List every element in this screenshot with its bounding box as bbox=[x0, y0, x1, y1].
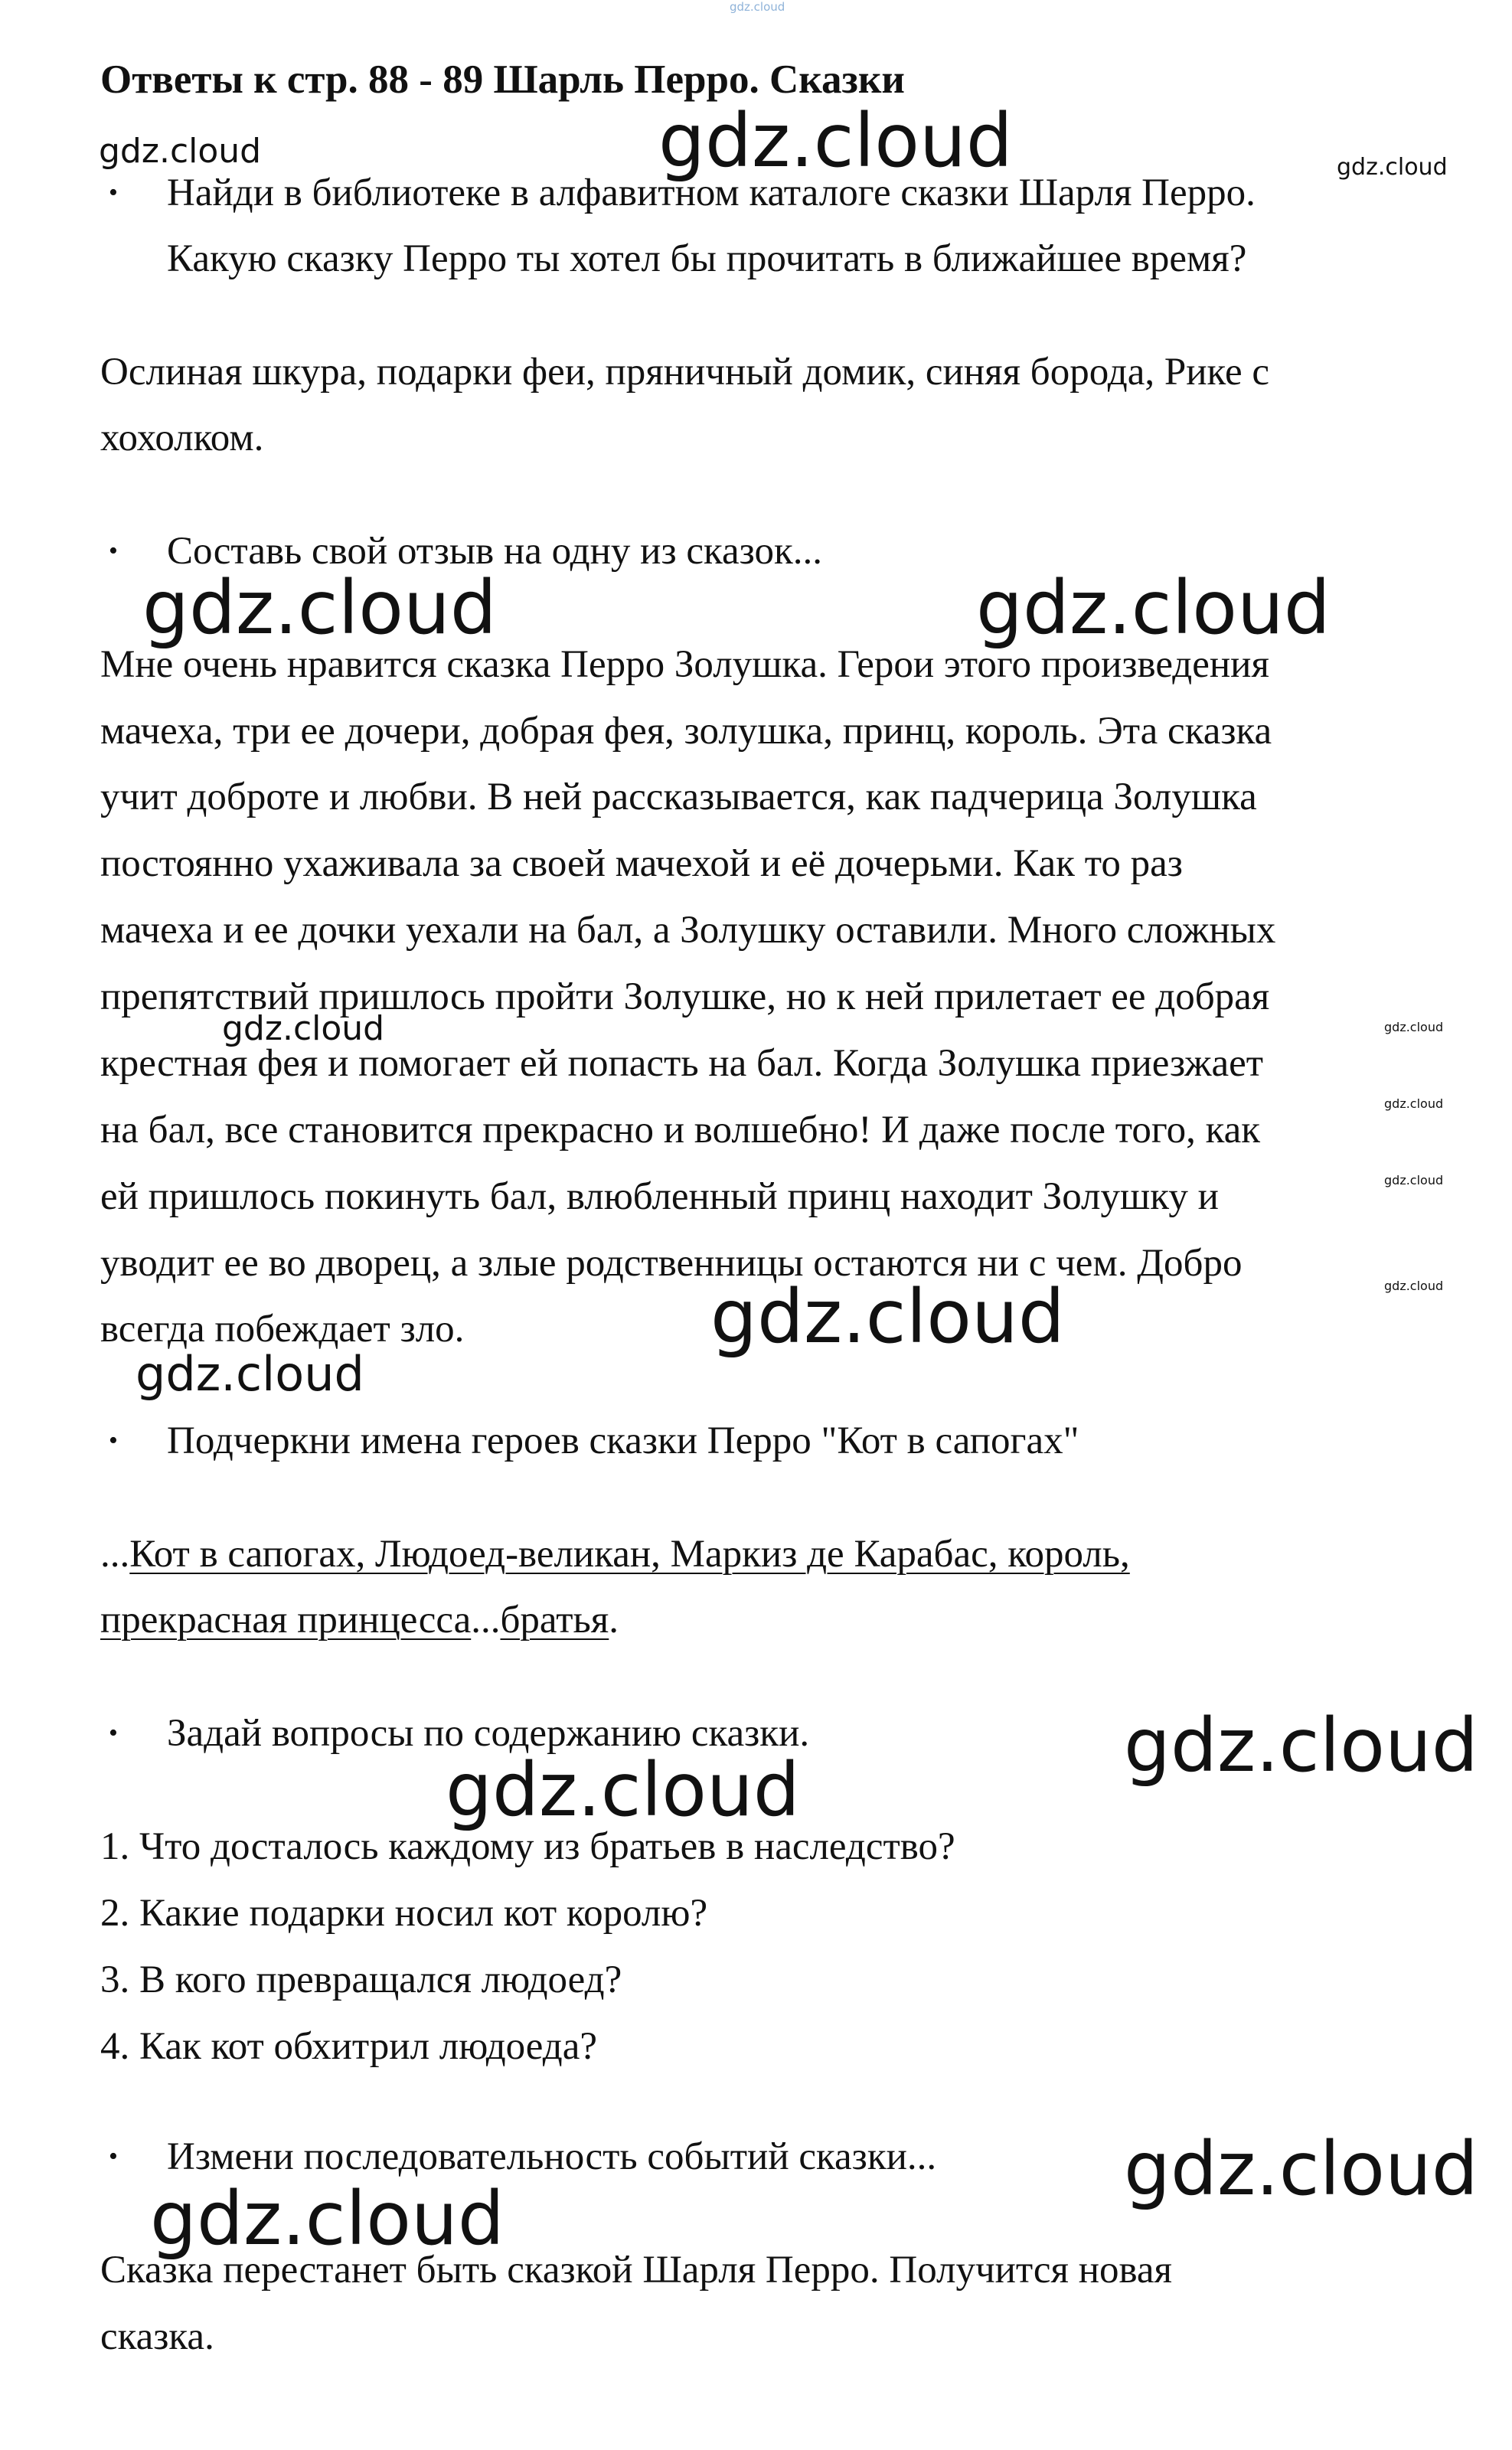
prompt-1-line-2: Какую сказку Перро ты хотел бы прочитать в ближайшее время? bbox=[167, 237, 1247, 280]
watermark: gdz.cloud bbox=[1384, 1096, 1444, 1111]
hero-names-underlined-3: братья bbox=[500, 1599, 609, 1642]
answer-3-mid: ... bbox=[471, 1599, 501, 1642]
watermark: gdz.cloud bbox=[658, 98, 1013, 184]
watermark: gdz.cloud bbox=[1384, 1173, 1444, 1187]
page-title: Ответы к стр. 88 - 89 Шарль Перро. Сказки bbox=[100, 57, 905, 102]
answer-2-line-7: крестная фея и помогает ей попасть на бал. Когда Золушка приезжает bbox=[100, 1042, 1264, 1085]
question-4: 4. Как кот обхитрил людоеда? bbox=[100, 2025, 597, 2068]
watermark: gdz.cloud bbox=[1384, 1279, 1444, 1293]
bullet-5: • bbox=[109, 2142, 118, 2171]
bullet-3: • bbox=[109, 1426, 118, 1455]
hero-names-underlined-2: прекрасная принцесса bbox=[100, 1599, 472, 1642]
answer-2-line-8: на бал, все становится прекрасно и волшебно! И даже после того, как bbox=[100, 1109, 1260, 1152]
answer-2-line-5: мачеха и ее дочки уехали на бал, а Золушку оставили. Много сложных bbox=[100, 909, 1276, 952]
bullet-1: • bbox=[109, 178, 118, 207]
answer-3-line-1 bbox=[100, 1531, 1130, 1577]
answer-2-line-1: Мне очень нравится сказка Перро Золушка. Герои этого произведения bbox=[100, 643, 1269, 686]
watermark: gdz.cloud bbox=[222, 1009, 385, 1048]
answer-1-line-2: хохолком. bbox=[100, 416, 264, 459]
prompt-3-line-1: Подчеркни имена героев сказки Перро "Кот в сапогах" bbox=[167, 1419, 1079, 1462]
watermark: gdz.cloud bbox=[1124, 2126, 1478, 2212]
prompt-5-line-1: Измени последовательность событий сказки... bbox=[167, 2135, 937, 2178]
watermark: gdz.cloud bbox=[1124, 1703, 1478, 1788]
hero-names-underlined-1: Кот в сапогах, Людоед-великан, Маркиз де Карабас, король, bbox=[129, 1533, 1130, 1576]
question-1: 1. Что досталось каждому из братьев в наследство? bbox=[100, 1825, 955, 1868]
watermark: gdz.cloud bbox=[99, 132, 262, 171]
answer-2-line-6: препятствий пришлось пройти Золушке, но к ней прилетает ее добрая bbox=[100, 975, 1270, 1018]
answer-2-line-2: мачеха, три ее дочери, добрая фея, золушка, принц, король. Эта сказка bbox=[100, 710, 1272, 753]
answer-2-line-11: всегда побеждает зло. bbox=[100, 1308, 465, 1351]
watermark: gdz.cloud bbox=[710, 1274, 1065, 1360]
question-2: 2. Какие подарки носил кот королю? bbox=[100, 1892, 708, 1935]
question-3: 3. В кого превращался людоед? bbox=[100, 1958, 622, 2001]
prompt-1-line-1: Найди в библиотеке в алфавитном каталоге сказки Шарля Перро. bbox=[167, 172, 1256, 214]
watermark-top: gdz.cloud bbox=[730, 0, 785, 14]
bullet-2: • bbox=[109, 537, 118, 565]
watermark: gdz.cloud bbox=[136, 1346, 364, 1402]
watermark: gdz.cloud bbox=[1384, 1020, 1444, 1034]
answer-3-prefix: ... bbox=[100, 1533, 130, 1576]
watermark: gdz.cloud bbox=[976, 565, 1331, 651]
watermark: gdz.cloud bbox=[150, 2176, 505, 2262]
answer-2-line-3: учит доброте и любви. В ней рассказывается, как падчерица Золушка bbox=[100, 776, 1257, 818]
bullet-4: • bbox=[109, 1719, 118, 1747]
answer-5-line-1: Сказка перестанет быть сказкой Шарля Перро. Получится новая bbox=[100, 2249, 1172, 2292]
answer-3-line-2 bbox=[100, 1597, 619, 1643]
answer-2-line-9: ей пришлось покинуть бал, влюбленный принц находит Золушку и bbox=[100, 1175, 1219, 1218]
watermark: gdz.cloud bbox=[142, 565, 497, 651]
answer-1-line-1: Ослиная шкура, подарки феи, пряничный домик, синяя борода, Рике с bbox=[100, 351, 1270, 394]
answer-2-line-10: уводит ее во дворец, а злые родственницы остаются ни с чем. Добро bbox=[100, 1242, 1243, 1285]
watermark: gdz.cloud bbox=[1337, 154, 1448, 181]
prompt-4-line-1: Задай вопросы по содержанию сказки. bbox=[167, 1712, 810, 1755]
answer-5-line-2: сказка. bbox=[100, 2315, 214, 2358]
prompt-2-line-1: Составь свой отзыв на одну из сказок... bbox=[167, 530, 822, 573]
watermark: gdz.cloud bbox=[446, 1747, 800, 1833]
answer-2-line-4: постоянно ухаживала за своей мачехой и её дочерьми. Как то раз bbox=[100, 842, 1183, 885]
answer-3-suffix: . bbox=[609, 1599, 619, 1642]
